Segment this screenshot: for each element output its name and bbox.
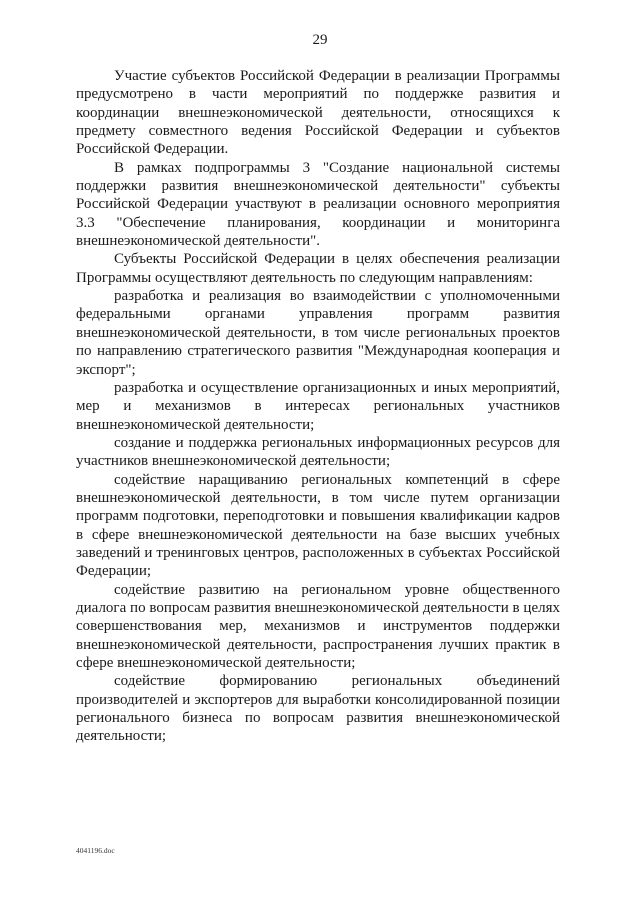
paragraph-participation: Участие субъектов Российской Федерации в реализации Программы предусмотрено в части мероприятий по поддержке развития и координации внешнеэкономической деятельности, относящихся к предмету совместного ведения Российской Федерации и субъектов Российской Федерации. <box>76 68 560 158</box>
list-item-public-dialogue: содействие развитию на региональном уровне общественного диалога по вопросам развития внешнеэкономической деятельности в целях совершенствования мер, механизмов и инструментов поддержки внешнеэкономической деятельности, распространения лучших практик в сфере внешнеэкономической деятельности; <box>76 581 560 671</box>
list-item-competence-building: содействие наращиванию региональных компетенций в сфере внешнеэкономической деятельности, в том числе путем организации программ подготовки, переподготовки и повышения квалификации кадров в сфере внешнеэкономической деятельности на базе высших учебных заведений и тренинговых центров, расположенных в субъектах Российской Федерации; <box>76 471 560 580</box>
list-item-program-development: разработка и реализация во взаимодействии с уполномоченными федеральными органами управления программ развития внешнеэкономической деятельности, в том числе региональных проектов по направлению стратегического развития "Международная кооперация и экспорт"; <box>76 288 560 378</box>
list-item-information-resources: создание и поддержка региональных информационных ресурсов для участников внешнеэкономической деятельности; <box>76 434 560 470</box>
body-text <box>76 67 560 746</box>
list-item-producer-associations: содействие формированию региональных объединений производителей и экспортеров для выработки консолидированной позиции регионального бизнеса по вопросам развития внешнеэкономической деятельности; <box>76 673 560 745</box>
list-item-organizational-measures: разработка и осуществление организационных и иных мероприятий, мер и механизмов в интересах региональных участников внешнеэкономической деятельности; <box>76 379 560 433</box>
paragraph-directions-intro: Субъекты Российской Федерации в целях обеспечения реализации Программы осуществляют деятельность по следующим направлениям: <box>76 251 560 286</box>
footer-doc-id: 4041196.doc <box>76 846 115 855</box>
paragraph-subprogram-3: В рамках подпрограммы 3 "Создание национальной системы поддержки развития внешнеэкономической деятельности" субъекты Российской Федерации участвуют в реализации основного мероприятия 3.3 "Обеспечение планирования, координации и мониторинга внешнеэкономической деятельности". <box>76 159 560 250</box>
page-number: 29 <box>312 32 328 48</box>
